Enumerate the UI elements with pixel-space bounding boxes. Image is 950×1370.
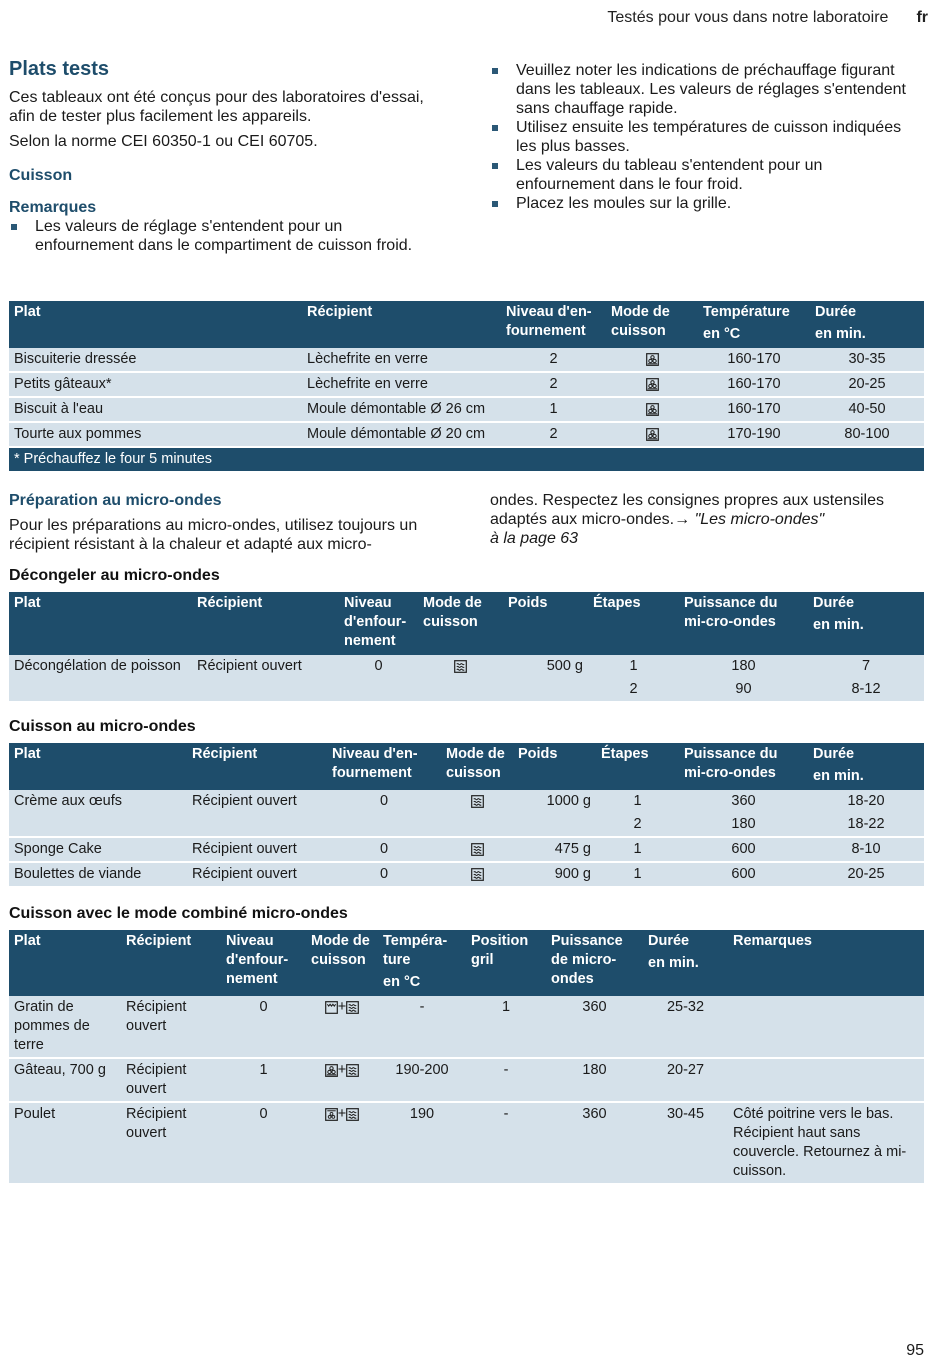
col-header-recipient: Récipient [121, 930, 221, 996]
cell-niveau [339, 678, 418, 702]
col-header-etapes: Étapes [588, 592, 679, 655]
col-header-poids: Poids [503, 592, 588, 655]
cell-temperature: 190 [378, 1102, 466, 1184]
cell-temperature: 170-190 [698, 422, 810, 447]
col-header-mode: Mode de cuisson [306, 930, 378, 996]
remarques-heading: Remarques [9, 199, 97, 216]
header-label: Durée [813, 746, 855, 762]
grill-icon [325, 1001, 338, 1014]
cell-puissance: 360 [546, 996, 643, 1058]
cell-duree: 30-45 [643, 1102, 728, 1184]
table-row [9, 837, 924, 862]
col-header-duree [810, 301, 924, 348]
cell-plat: Poulet [9, 1102, 121, 1184]
cell-etapes: 1 [596, 862, 679, 887]
cell-mode [606, 422, 698, 447]
microwave-icon [471, 843, 484, 856]
header-unit: en min. [813, 768, 864, 784]
cell-plat: Tourte aux pommes [9, 422, 302, 447]
micro-left-column [9, 491, 439, 554]
cell-position-gril: - [466, 1058, 546, 1102]
table-row [9, 348, 924, 372]
cell-niveau [327, 813, 441, 837]
table-row [9, 862, 924, 887]
cell-niveau: 2 [501, 422, 606, 447]
cell-plat [9, 678, 192, 702]
table-row [9, 790, 924, 813]
cell-poids: 500 g [503, 655, 588, 678]
combined-mode-table [9, 930, 924, 1185]
micro-right-column [490, 491, 925, 548]
cell-plat [9, 813, 187, 837]
header-unit: en min. [815, 326, 866, 342]
cell-remarques [728, 996, 924, 1058]
col-header-position-gril: Position gril [466, 930, 546, 996]
col-header-temperature [698, 301, 810, 348]
micro-heading: Préparation au micro-ondes [9, 492, 222, 509]
cell-plat: Gâteau, 700 g [9, 1058, 121, 1102]
cell-mode [418, 678, 503, 702]
col-header-recipient: Récipient [302, 301, 501, 348]
fan-heat-icon [646, 378, 659, 391]
col-header-puissance: Puissance du mi-cro-ondes [679, 592, 808, 655]
cell-puissance: 600 [679, 862, 808, 887]
cell-plat: Crème aux œufs [9, 790, 187, 813]
cell-recipient: Récipient ouvert [121, 1058, 221, 1102]
col-header-niveau: Niveau d'en-fournement [327, 743, 441, 790]
cell-duree: 80-100 [810, 422, 924, 447]
cell-position-gril: - [466, 1102, 546, 1184]
cell-poids: 1000 g [513, 790, 596, 813]
cell-plat: Décongélation de poisson [9, 655, 192, 678]
col-header-temperature [378, 930, 466, 996]
table-header-row [9, 743, 924, 790]
list-item: Les valeurs de réglage s'entendent pour un enfournement dans le compartiment de cuisson froid. [9, 217, 429, 255]
page-number: 95 [906, 1342, 924, 1359]
cell-mode [306, 1102, 378, 1184]
intro-standard: Selon la norme CEI 60350-1 ou CEI 60705. [9, 133, 318, 150]
cell-etapes: 2 [588, 678, 679, 702]
cell-niveau: 0 [339, 655, 418, 678]
cell-recipient: Récipient ouvert [121, 996, 221, 1058]
header-unit: en °C [383, 974, 421, 990]
col-header-duree [808, 592, 924, 655]
intro-left-column [9, 60, 429, 255]
col-header-niveau: Niveau d'enfour-nement [221, 930, 306, 996]
col-header-niveau: Niveau d'enfour-nement [339, 592, 418, 655]
cell-duree: 40-50 [810, 397, 924, 422]
col-header-niveau: Niveau d'en-fournement [501, 301, 606, 348]
arrow-icon: → [674, 511, 691, 528]
header-unit: en min. [813, 617, 864, 633]
microwave-cooking-table [9, 743, 924, 888]
col-header-recipient: Récipient [192, 592, 339, 655]
cell-remarques: Côté poitrine vers le bas. Récipient haut sans couvercle. Retournez à mi-cuisson. [728, 1102, 924, 1184]
cell-duree: 18-22 [808, 813, 924, 837]
header-label: Durée [815, 304, 857, 320]
fan-heat-icon [646, 353, 659, 366]
col-header-plat: Plat [9, 743, 187, 790]
microwave-icon [346, 1108, 359, 1121]
cell-plat: Petits gâteaux* [9, 372, 302, 397]
cell-duree: 20-25 [810, 372, 924, 397]
cell-duree: 8-10 [808, 837, 924, 862]
cell-etapes: 1 [596, 837, 679, 862]
cross-reference-link[interactable]: "Les micro-ondes" [694, 511, 825, 528]
micro-text: ondes. Respectez les consignes propres aux ustensiles adaptés aux micro-ondes. [490, 492, 884, 528]
col-header-recipient: Récipient [187, 743, 327, 790]
cell-duree: 20-25 [808, 862, 924, 887]
col-header-poids: Poids [513, 743, 596, 790]
cell-position-gril: 1 [466, 996, 546, 1058]
cell-puissance: 180 [546, 1058, 643, 1102]
table-row [9, 996, 924, 1058]
header-label: Tempéra-ture [383, 933, 448, 968]
intro-right-column [490, 61, 920, 213]
test-dishes-table [9, 301, 924, 471]
list-item: Utilisez ensuite les températures de cuisson indiquées les plus basses. [490, 118, 920, 156]
header-label: Durée [813, 595, 855, 611]
microwave-icon [471, 795, 484, 808]
cell-mode [606, 348, 698, 372]
cell-mode [441, 790, 513, 813]
table-footnote-row [9, 447, 924, 471]
cell-recipient: Récipient ouvert [187, 862, 327, 887]
cell-duree: 8-12 [808, 678, 924, 702]
cell-puissance: 360 [679, 790, 808, 813]
cell-duree: 25-32 [643, 996, 728, 1058]
footnote: * Préchauffez le four 5 minutes [9, 447, 924, 471]
cell-plat: Sponge Cake [9, 837, 187, 862]
running-header [607, 9, 928, 27]
table-row [9, 678, 924, 702]
cell-duree: 18-20 [808, 790, 924, 813]
microwave-icon [346, 1001, 359, 1014]
cell-mode [606, 372, 698, 397]
cell-niveau: 0 [327, 790, 441, 813]
plus-sign: + [337, 999, 347, 1015]
cell-poids [513, 813, 596, 837]
intro-paragraph: Ces tableaux ont été conçus pour des laboratoires d'essai, afin de tester plus facilement les appareils. [9, 89, 424, 125]
micro-paragraph-start: Pour les préparations au micro-ondes, utilisez toujours un récipient résistant à la chaleur et adapté aux micro- [9, 517, 418, 553]
cell-plat: Biscuit à l'eau [9, 397, 302, 422]
col-header-mode: Mode de cuisson [441, 743, 513, 790]
cell-puissance: 600 [679, 837, 808, 862]
col-header-mode: Mode de cuisson [418, 592, 503, 655]
cell-niveau: 0 [327, 837, 441, 862]
micro-paragraph-end [490, 491, 925, 548]
header-unit: en min. [648, 955, 699, 971]
cell-mode [606, 397, 698, 422]
cell-remarques [728, 1058, 924, 1102]
cell-recipient [192, 678, 339, 702]
list-item: Placez les moules sur la grille. [490, 194, 920, 213]
cell-recipient: Récipient ouvert [187, 837, 327, 862]
cell-mode [441, 813, 513, 837]
cell-temperature: 160-170 [698, 348, 810, 372]
remarks-list-left [9, 217, 429, 255]
table-row [9, 422, 924, 447]
cell-niveau: 1 [501, 397, 606, 422]
table-row [9, 1058, 924, 1102]
cell-duree: 20-27 [643, 1058, 728, 1102]
cell-duree: 30-35 [810, 348, 924, 372]
cell-recipient: Moule démontable Ø 20 cm [302, 422, 501, 447]
col-header-plat: Plat [9, 592, 192, 655]
header-unit: en °C [703, 326, 741, 342]
list-item: Veuillez noter les indications de préchauffage figurant dans les tableaux. Les valeurs de réglages s'entendent sans chauffage rapide. [490, 61, 920, 118]
cell-niveau: 0 [221, 996, 306, 1058]
cell-recipient: Récipient ouvert [121, 1102, 221, 1184]
cell-temperature: 160-170 [698, 397, 810, 422]
defrost-heading: Décongeler au micro-ondes [9, 567, 220, 584]
header-label: Durée [648, 933, 690, 949]
fan-grill-icon [325, 1108, 338, 1121]
cell-temperature: 160-170 [698, 372, 810, 397]
header-label: Température [703, 304, 790, 320]
cell-recipient [187, 813, 327, 837]
cell-niveau: 2 [501, 372, 606, 397]
page-reference[interactable]: à la page 63 [490, 530, 579, 547]
col-header-mode: Mode de cuisson [606, 301, 698, 348]
cell-niveau: 1 [221, 1058, 306, 1102]
cell-mode [306, 1058, 378, 1102]
microwave-icon [471, 868, 484, 881]
cell-mode [418, 655, 503, 678]
cell-plat: Boulettes de viande [9, 862, 187, 887]
table-row [9, 813, 924, 837]
cell-recipient: Lèchefrite en verre [302, 348, 501, 372]
table-row [9, 655, 924, 678]
col-header-plat: Plat [9, 301, 302, 348]
cell-poids: 900 g [513, 862, 596, 887]
cell-mode [441, 862, 513, 887]
defrost-table [9, 592, 924, 703]
cuisson-heading: Cuisson [9, 167, 73, 184]
cell-puissance: 360 [546, 1102, 643, 1184]
col-header-remarques: Remarques [728, 930, 924, 996]
col-header-etapes: Étapes [596, 743, 679, 790]
cell-mode [441, 837, 513, 862]
cell-duree: 7 [808, 655, 924, 678]
remarks-list-right [490, 61, 920, 213]
cell-niveau: 0 [327, 862, 441, 887]
col-header-plat: Plat [9, 930, 121, 996]
cell-poids: 475 g [513, 837, 596, 862]
col-header-puissance: Puissance du mi-cro-ondes [679, 743, 808, 790]
col-header-puissance: Puissance de micro-ondes [546, 930, 643, 996]
list-item: Les valeurs du tableau s'entendent pour un enfournement dans le four froid. [490, 156, 920, 194]
cell-temperature: 190-200 [378, 1058, 466, 1102]
microwave-icon [454, 660, 467, 673]
fan-heat-icon [646, 403, 659, 416]
page-title: Plats tests [9, 58, 110, 80]
table-row [9, 1102, 924, 1184]
cell-recipient: Récipient ouvert [187, 790, 327, 813]
cell-puissance: 180 [679, 655, 808, 678]
cell-etapes: 2 [596, 813, 679, 837]
header-language: fr [916, 9, 928, 26]
plus-sign: + [337, 1106, 347, 1122]
table-header-row [9, 592, 924, 655]
fan-heat-icon [325, 1064, 338, 1077]
cell-poids [503, 678, 588, 702]
cell-recipient: Récipient ouvert [192, 655, 339, 678]
cell-plat: Biscuiterie dressée [9, 348, 302, 372]
cell-etapes: 1 [588, 655, 679, 678]
header-section-title: Testés pour vous dans notre laboratoire [607, 9, 889, 26]
table-row [9, 372, 924, 397]
cell-puissance: 90 [679, 678, 808, 702]
table-row [9, 397, 924, 422]
cell-etapes: 1 [596, 790, 679, 813]
cell-plat: Gratin de pommes de terre [9, 996, 121, 1058]
table-header-row [9, 930, 924, 996]
cell-niveau: 0 [221, 1102, 306, 1184]
col-header-duree [643, 930, 728, 996]
cell-puissance: 180 [679, 813, 808, 837]
cell-recipient: Lèchefrite en verre [302, 372, 501, 397]
cell-niveau: 2 [501, 348, 606, 372]
cell-recipient: Moule démontable Ø 26 cm [302, 397, 501, 422]
col-header-duree [808, 743, 924, 790]
fan-heat-icon [646, 428, 659, 441]
cell-mode [306, 996, 378, 1058]
plus-sign: + [337, 1062, 347, 1078]
microwave-icon [346, 1064, 359, 1077]
table-header-row [9, 301, 924, 348]
cell-temperature: - [378, 996, 466, 1058]
combined-mode-heading: Cuisson avec le mode combiné micro-ondes [9, 905, 348, 922]
microwave-cooking-heading: Cuisson au micro-ondes [9, 718, 196, 735]
